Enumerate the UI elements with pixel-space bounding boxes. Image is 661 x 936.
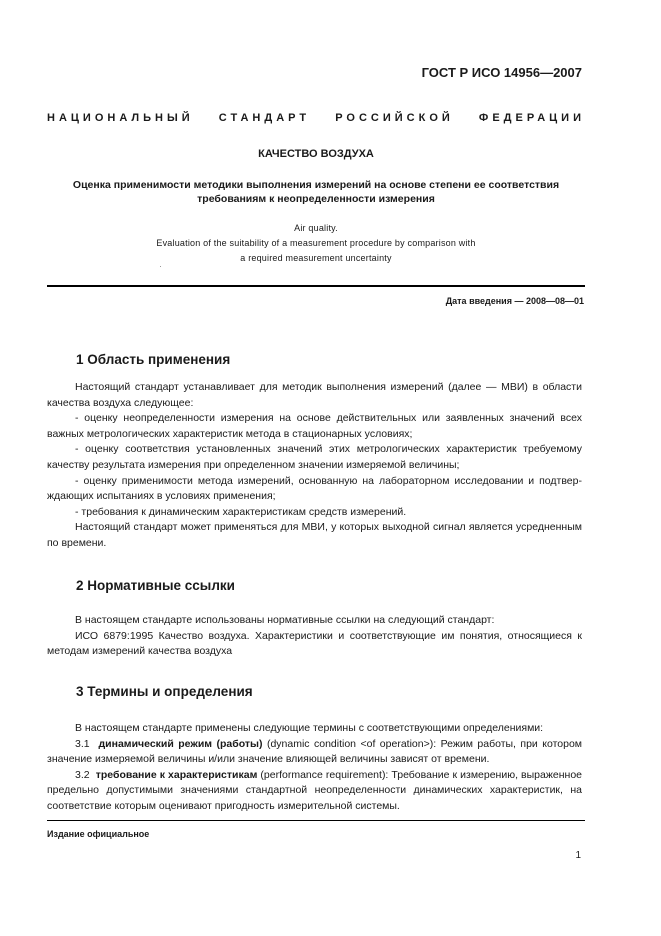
term-name: требование к характеристикам xyxy=(95,768,258,781)
page-number: 1 xyxy=(575,850,581,861)
list-item: - оценку применимости метода измерений, основанную на лабораторном исследовании и подтверждающих испытаниях в условиях применения; xyxy=(47,474,582,503)
section-1-heading: 1 Область применения xyxy=(76,352,231,367)
term-number: 3.2 xyxy=(75,768,90,781)
section-3-body xyxy=(47,721,582,815)
reference-item: ИСО 6879:1995 Качество воздуха. Характеристики и соответствующие им понятия, относящиеся к методам измерений качества воздуха xyxy=(47,629,582,658)
term-definition: (dynamic condition <of operation>): Режим работы, при котором значение измеряемой величины и/или значение влияющей величины зависят от времени. xyxy=(47,737,582,766)
document-title: КАЧЕСТВО ВОЗДУХА xyxy=(258,148,374,160)
list-item: - оценку неопределенности измерения на основе действительных или заявленных значений всех важных метрологических характеристик метода в стационарных условиях; xyxy=(47,412,582,440)
section-3-heading: 3 Термины и определения xyxy=(76,684,253,699)
paragraph: Настоящий стандарт устанавливает для методик выполнения измерений (далее — МВИ) в области качества воздуха следующее: xyxy=(47,381,582,409)
footer-divider xyxy=(47,820,585,821)
header-divider xyxy=(47,285,585,287)
english-title-line-1: Air quality. xyxy=(294,223,338,233)
paragraph: Настоящий стандарт может применяться для МВИ, у которых выходной сигнал является усредненным по времени. xyxy=(47,521,582,549)
introduction-date: Дата введения — 2008—08—01 xyxy=(445,296,584,306)
list-item: - требования к динамическим характеристикам средств измерений. xyxy=(75,505,407,518)
section-1-body xyxy=(47,380,582,552)
section-2-body xyxy=(47,613,582,660)
edition-label: Издание официальное xyxy=(47,829,150,839)
subtitle-line-1: Оценка применимости методики выполнения измерений на основе степени ее соответствия xyxy=(72,179,560,191)
term-3-1 xyxy=(47,737,582,768)
term-number: 3.1 xyxy=(75,737,90,750)
term-3-2 xyxy=(47,768,582,815)
scan-mark xyxy=(160,266,161,267)
term-name: динамический режим (работы) xyxy=(98,737,263,750)
list-item: - оценку соответствия установленных значений этих метрологических характеристик требуемому качеству результата измерения при определенном значении измеряемой величины; xyxy=(47,443,582,471)
paragraph: В настоящем стандарте использованы нормативные ссылки на следующий стандарт: xyxy=(75,614,495,626)
section-2-heading: 2 Нормативные ссылки xyxy=(76,578,235,593)
subtitle-line-2: требованиям к неопределенности измерения xyxy=(197,193,435,205)
english-title-line-3: a required measurement uncertainty xyxy=(240,253,392,263)
english-title xyxy=(47,221,585,266)
english-title-line-2: Evaluation of the suitability of a measurement procedure by comparison with xyxy=(156,238,476,248)
standard-code: ГОСТ Р ИСО 14956—2007 xyxy=(421,65,582,80)
document-subtitle xyxy=(47,178,585,206)
national-standard-banner: НАЦИОНАЛЬНЫЙ СТАНДАРТ РОССИЙСКОЙ ФЕДЕРАЦИИ xyxy=(47,112,585,124)
paragraph: В настоящем стандарте применены следующие термины с соответствующими определениями: xyxy=(75,722,544,734)
term-definition: (performance requirement): Требование к измерению, выраженное предельно допустимыми значениями стандартной неопределенности динамических характеристик, на соответствие которым оценивают пригодность измерительной системы. xyxy=(47,768,582,812)
